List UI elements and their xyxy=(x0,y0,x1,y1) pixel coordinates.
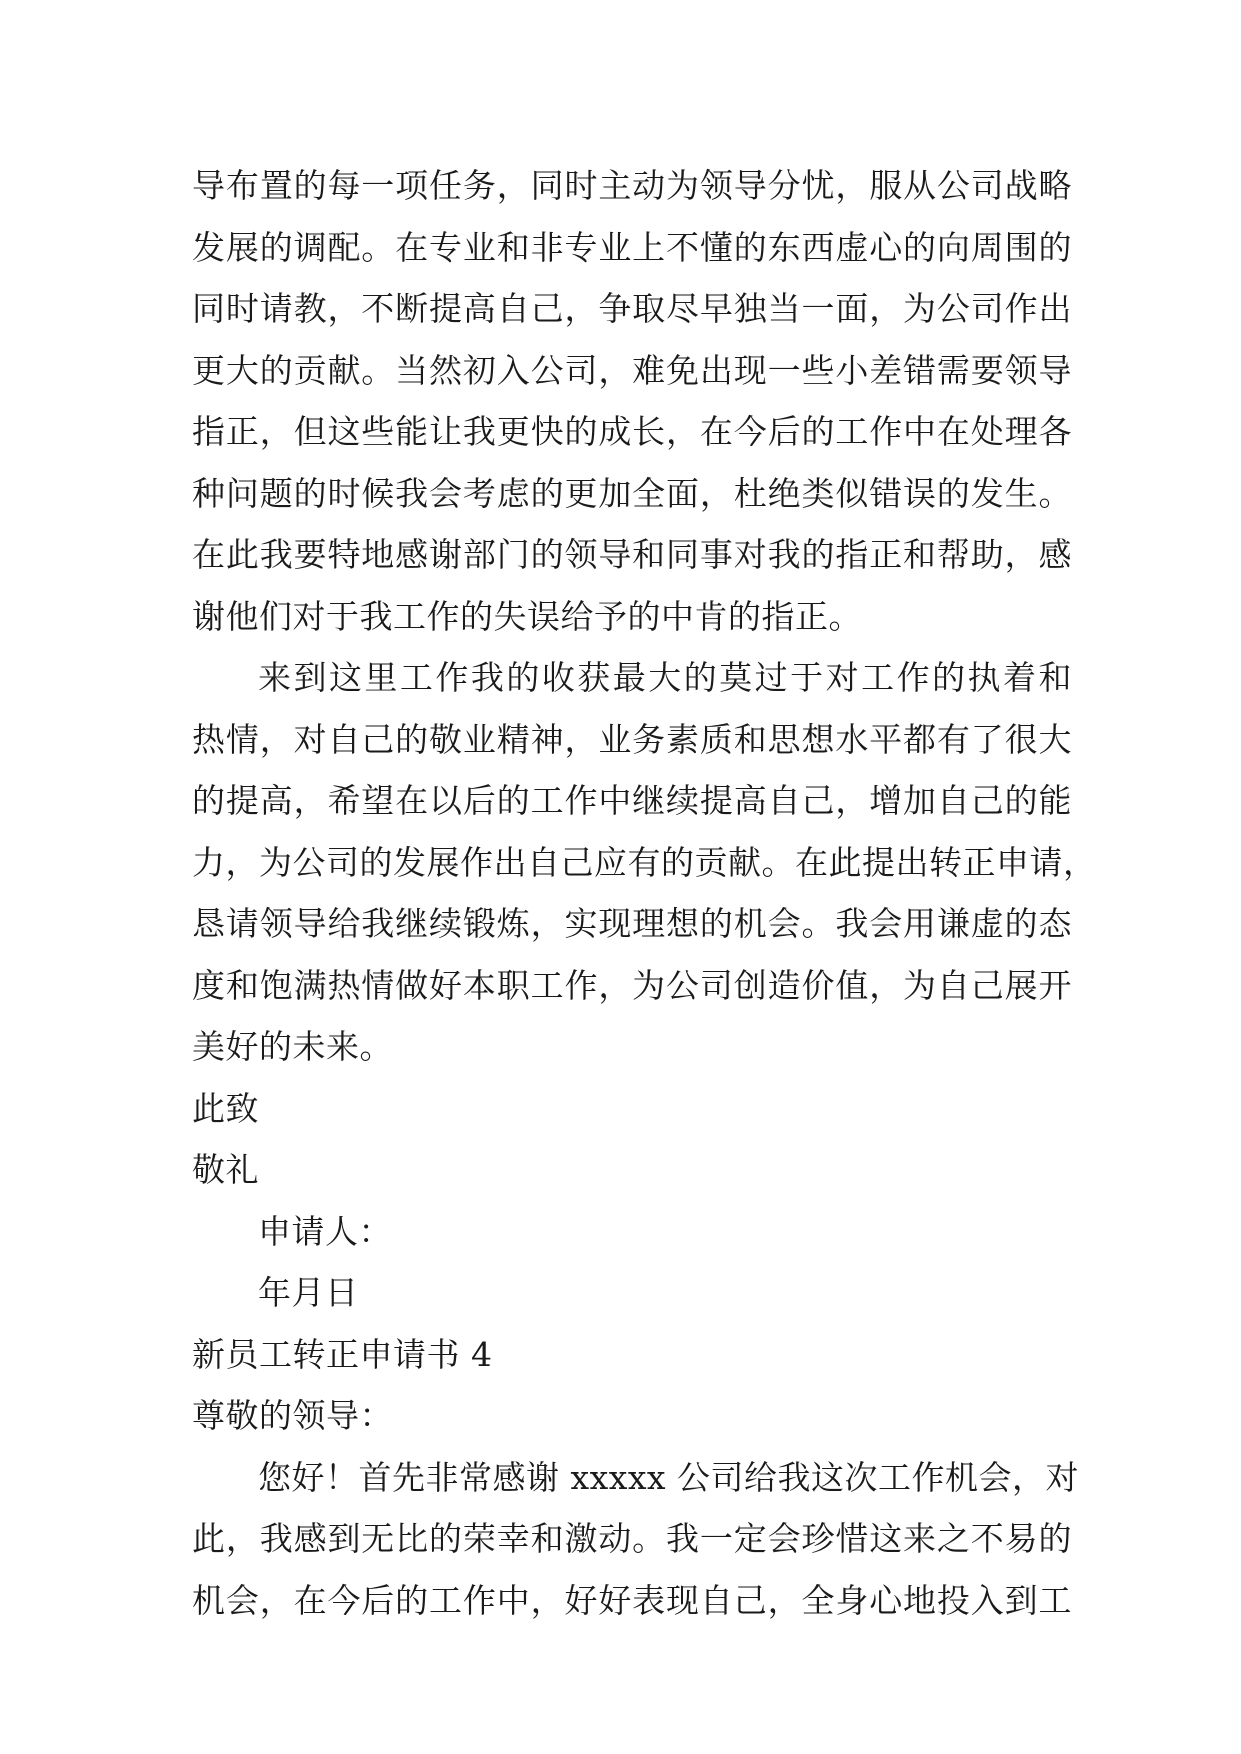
text-line: 年月日 xyxy=(258,1273,359,1312)
text-line: 您好！首先非常感谢 xxxxx 公司给我这次工作机会，对 xyxy=(258,1457,1080,1497)
text-line: 度和饱满热情做好本职工作，为公司创造价值，为自己展开 xyxy=(192,965,1072,1005)
document-body xyxy=(192,155,1097,1631)
text-line: 尊敬的领导： xyxy=(192,1396,393,1435)
text-line: 种问题的时候我会考虑的更加全面，杜绝类似错误的发生。 xyxy=(192,473,1072,513)
text-line: 敬礼 xyxy=(192,1150,259,1189)
text-line: 谢他们对于我工作的失误给予的中肯的指正。 xyxy=(192,596,862,636)
text-line: 指正，但这些能让我更快的成长，在今后的工作中在处理各 xyxy=(192,412,1072,451)
text-line: 来到这里工作我的收获最大的莫过于对工作的执着和 xyxy=(258,658,1072,697)
text-line: 申请人： xyxy=(258,1211,392,1251)
text-line: 导布置的每一项任务，同时主动为领导分忧，服从公司战略 xyxy=(192,166,1072,205)
text-line: 同时请教，不断提高自己，争取尽早独当一面，为公司作出 xyxy=(192,289,1072,328)
text-line: 更大的贡献。当然初入公司，难免出现一些小差错需要领导 xyxy=(192,350,1072,390)
text-line: 在此我要特地感谢部门的领导和同事对我的指正和帮助，感 xyxy=(192,535,1072,574)
text-line: 热情，对自己的敬业精神，业务素质和思想水平都有了很大 xyxy=(192,719,1072,759)
text-line: 此，我感到无比的荣幸和激动。我一定会珍惜这来之不易的 xyxy=(192,1519,1072,1558)
text-line: 新员工转正申请书 4 xyxy=(192,1334,493,1374)
text-line: 发展的调配。在专业和非专业上不懂的东西虚心的向周围的 xyxy=(192,227,1072,267)
text-line: 美好的未来。 xyxy=(192,1027,393,1066)
text-line: 机会，在今后的工作中，好好表现自己，全身心地投入到工 xyxy=(192,1580,1072,1620)
text-line: 恳请领导给我继续锻炼，实现理想的机会。我会用谦虚的态 xyxy=(192,904,1072,943)
text-line: 此致 xyxy=(192,1088,259,1128)
text-line: 的提高，希望在以后的工作中继续提高自己，增加自己的能 xyxy=(192,781,1072,820)
text-line: 力，为公司的发展作出自己应有的贡献。在此提出转正申请， xyxy=(192,842,1097,882)
